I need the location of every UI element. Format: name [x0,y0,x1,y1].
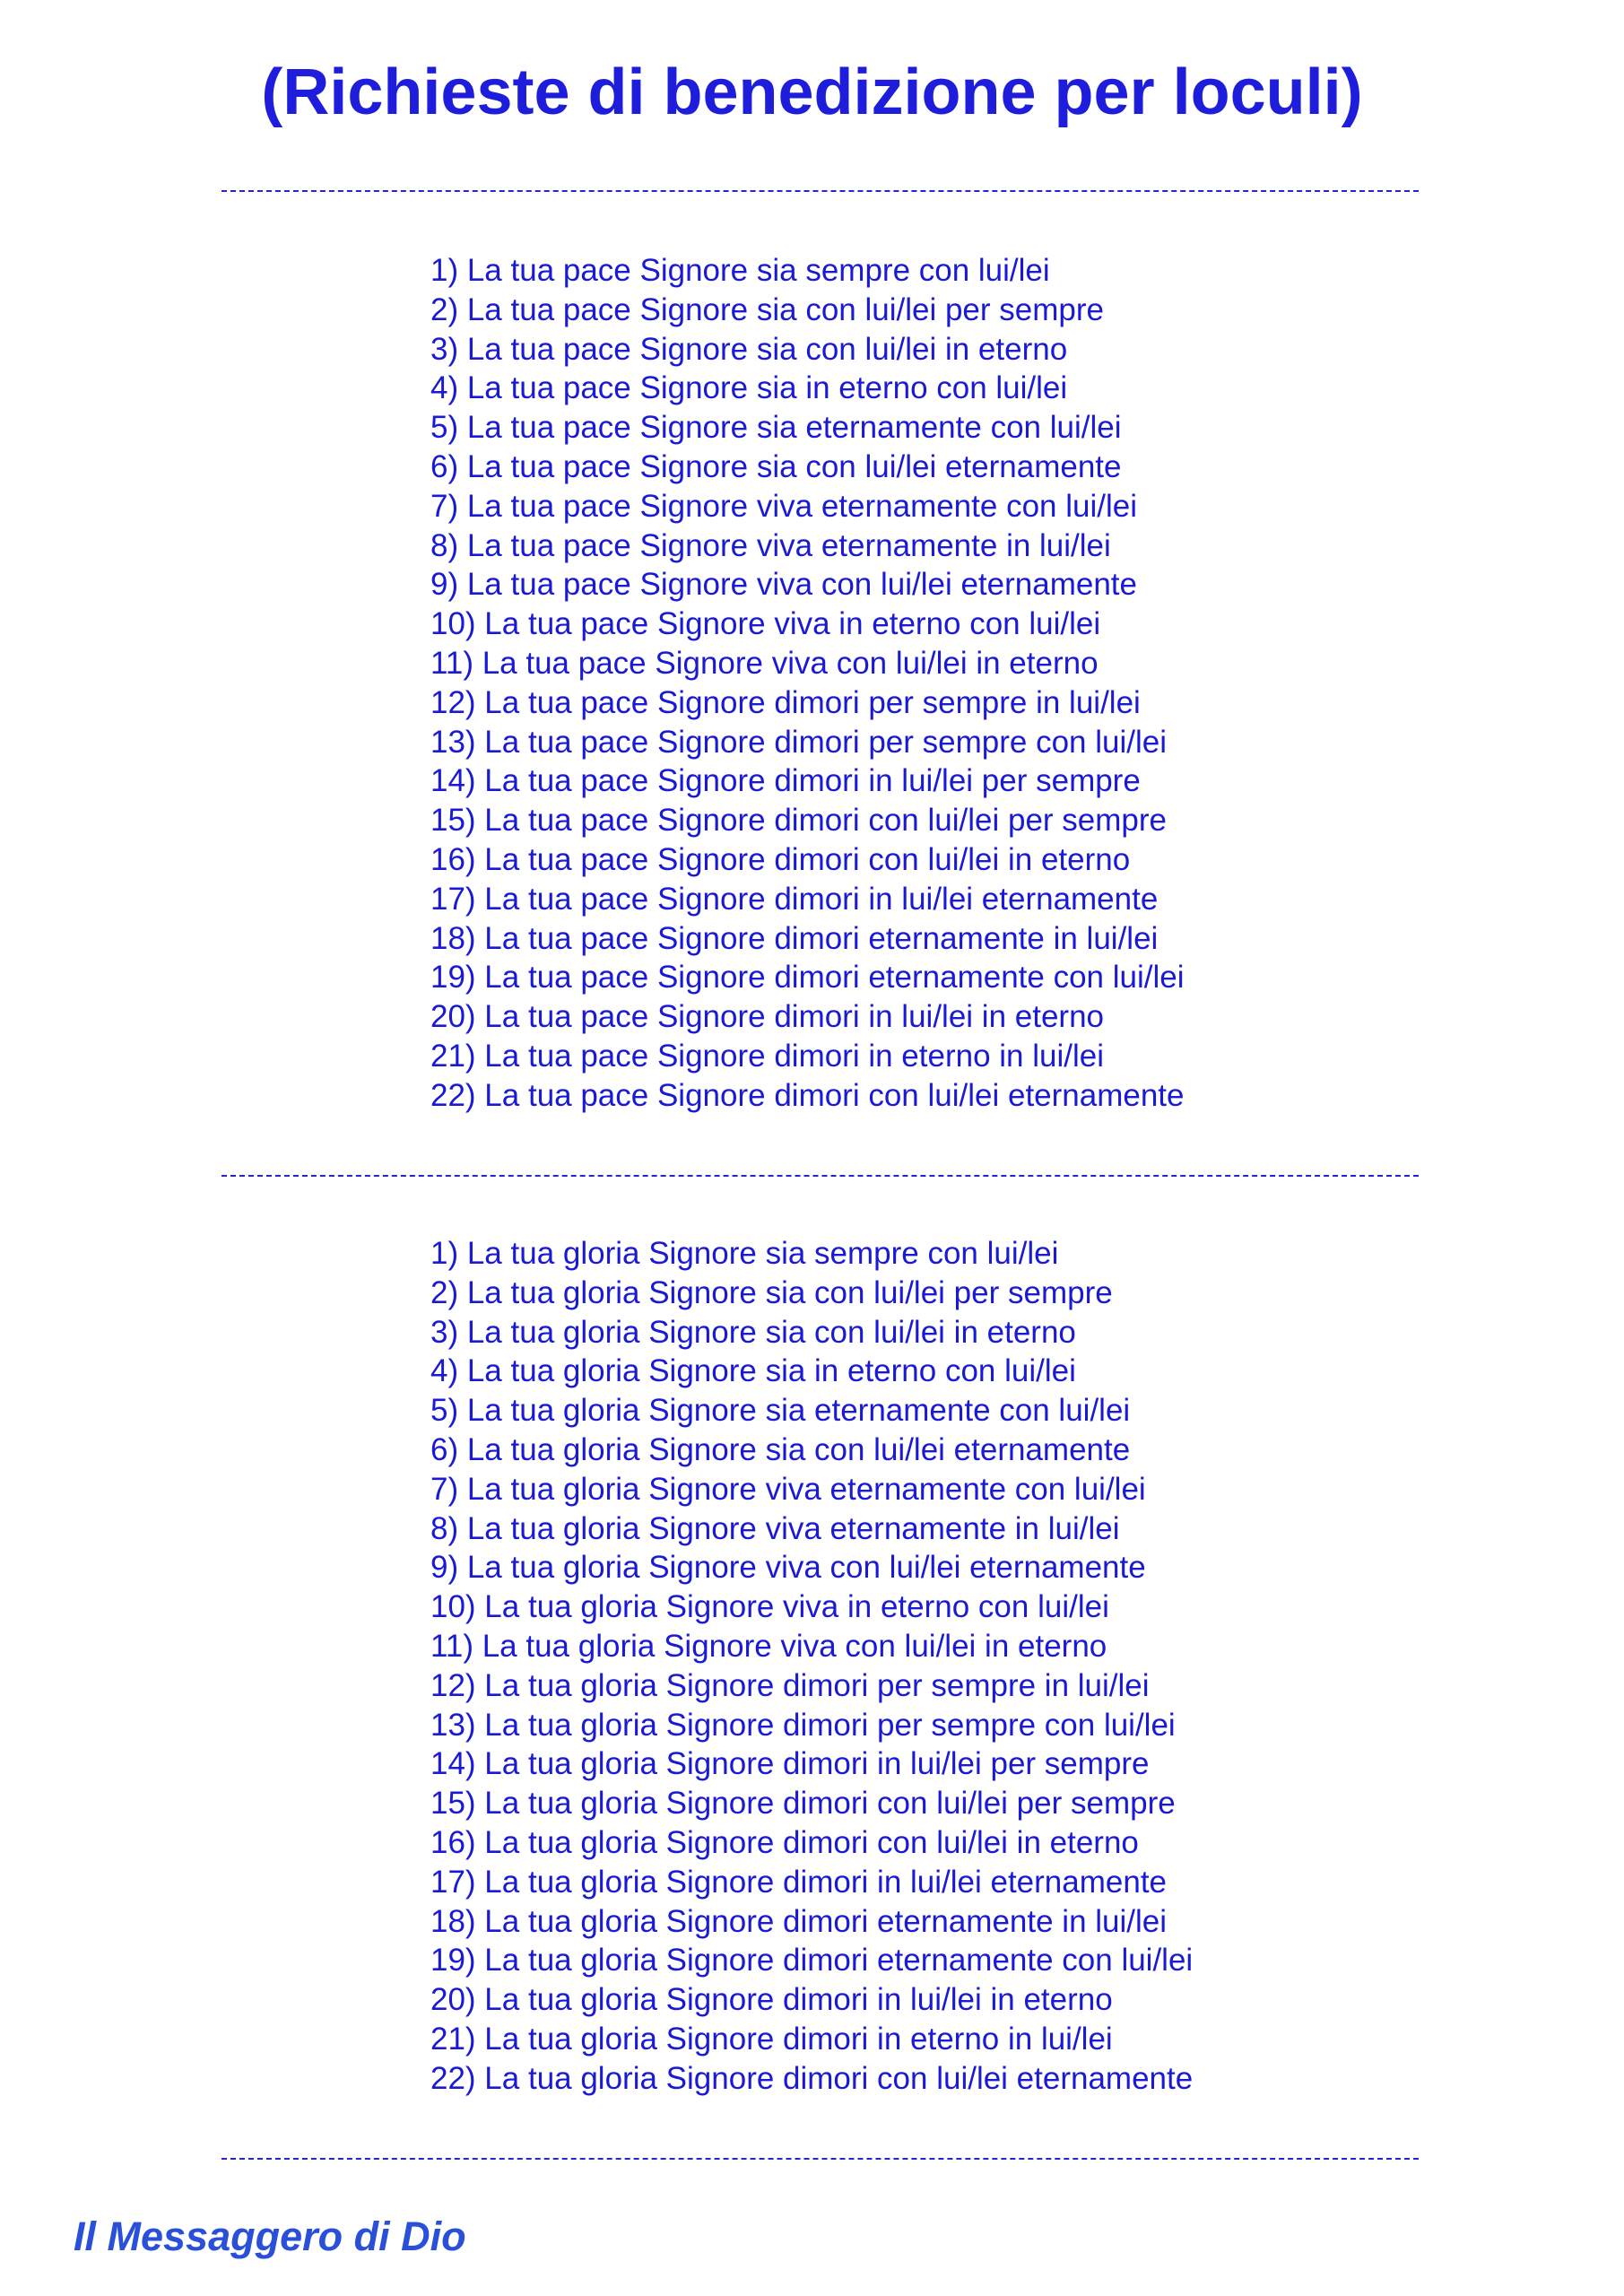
peace-prayer-item: 21) La tua pace Signore dimori in eterno in lui/lei [430,1038,1104,1074]
dashed-divider-middle [221,1175,1419,1177]
glory-prayer-item: 11) La tua gloria Signore viva con lui/lei in eterno [430,1628,1107,1664]
dashed-divider-bottom [221,2158,1419,2160]
glory-prayer-list [430,1234,1193,2099]
glory-prayer-item: 8) La tua gloria Signore viva eternamente in lui/lei [430,1510,1120,1546]
peace-prayer-item: 12) La tua pace Signore dimori per sempre in lui/lei [430,684,1141,720]
glory-prayer-item: 17) La tua gloria Signore dimori in lui/lei eternamente [430,1864,1168,1900]
peace-prayer-item: 5) La tua pace Signore sia eternamente con lui/lei [430,410,1122,446]
peace-prayer-item: 17) La tua pace Signore dimori in lui/lei eternamente [430,881,1159,917]
peace-prayer-list [430,251,1185,1116]
glory-prayer-item: 1) La tua gloria Signore sia sempre con lui/lei [430,1236,1059,1271]
glory-prayer-item: 9) La tua gloria Signore viva con lui/lei eternamente [430,1550,1146,1586]
glory-prayer-item: 13) La tua gloria Signore dimori per sempre con lui/lei [430,1707,1176,1743]
peace-prayer-item: 2) La tua pace Signore sia con lui/lei per sempre [430,291,1104,327]
glory-prayer-item: 14) La tua gloria Signore dimori in lui/lei per sempre [430,1746,1150,1782]
glory-prayer-item: 5) La tua gloria Signore sia eternamente con lui/lei [430,1393,1131,1429]
glory-prayer-item: 7) La tua gloria Signore viva eternamente con lui/lei [430,1471,1146,1507]
peace-prayer-item: 3) La tua pace Signore sia con lui/lei in eterno [430,331,1068,367]
peace-prayer-item: 18) La tua pace Signore dimori eternamente in lui/lei [430,920,1159,956]
glory-prayer-item: 19) La tua gloria Signore dimori eternamente con lui/lei [430,1943,1194,1979]
peace-prayer-item: 14) La tua pace Signore dimori in lui/lei per sempre [430,763,1141,799]
glory-prayer-item: 18) La tua gloria Signore dimori eternamente in lui/lei [430,1903,1168,1939]
glory-prayer-item: 15) La tua gloria Signore dimori con lui/lei per sempre [430,1786,1176,1822]
glory-prayer-item: 6) La tua gloria Signore sia con lui/lei eternamente [430,1431,1131,1467]
glory-prayer-item: 16) La tua gloria Signore dimori con lui/lei in eterno [430,1824,1139,1860]
peace-prayer-item: 19) La tua pace Signore dimori eternamente con lui/lei [430,960,1185,996]
peace-prayer-item: 8) La tua pace Signore viva eternamente in lui/lei [430,527,1111,563]
peace-prayer-item: 11) La tua pace Signore viva con lui/lei in eterno [430,645,1099,681]
peace-prayer-item: 6) La tua pace Signore sia con lui/lei eternamente [430,448,1122,484]
peace-prayer-item: 15) La tua pace Signore dimori con lui/lei per sempre [430,803,1167,839]
glory-prayer-item: 21) La tua gloria Signore dimori in eterno in lui/lei [430,2021,1113,2057]
dashed-divider-top [221,190,1419,192]
peace-prayer-item: 22) La tua pace Signore dimori con lui/lei eternamente [430,1077,1185,1113]
peace-prayer-item: 20) La tua pace Signore dimori in lui/lei in eterno [430,999,1104,1035]
glory-prayer-item: 4) La tua gloria Signore sia in eterno con lui/lei [430,1353,1076,1389]
glory-prayer-item: 3) La tua gloria Signore sia con lui/lei in eterno [430,1314,1076,1350]
peace-prayer-item: 4) La tua pace Signore sia in eterno con lui/lei [430,370,1068,406]
peace-prayer-item: 13) La tua pace Signore dimori per sempre con lui/lei [430,724,1167,760]
peace-prayer-item: 16) La tua pace Signore dimori con lui/lei in eterno [430,841,1131,877]
glory-prayer-item: 12) La tua gloria Signore dimori per sempre in lui/lei [430,1667,1150,1703]
peace-prayer-item: 9) La tua pace Signore viva con lui/lei eternamente [430,567,1137,603]
glory-prayer-item: 10) La tua gloria Signore viva in eterno con lui/lei [430,1589,1109,1625]
footer-signature: Il Messaggero di Dio [74,2213,466,2259]
glory-prayer-item: 20) La tua gloria Signore dimori in lui/lei in eterno [430,1982,1113,2018]
page-title: (Richieste di benedizione per loculi) [261,57,1363,128]
glory-prayer-item: 22) La tua gloria Signore dimori con lui/lei eternamente [430,2060,1194,2096]
glory-prayer-item: 2) La tua gloria Signore sia con lui/lei per sempre [430,1274,1113,1310]
peace-prayer-item: 7) La tua pace Signore viva eternamente con lui/lei [430,488,1137,524]
peace-prayer-item: 1) La tua pace Signore sia sempre con lui/lei [430,253,1050,288]
peace-prayer-item: 10) La tua pace Signore viva in eterno con lui/lei [430,606,1101,642]
